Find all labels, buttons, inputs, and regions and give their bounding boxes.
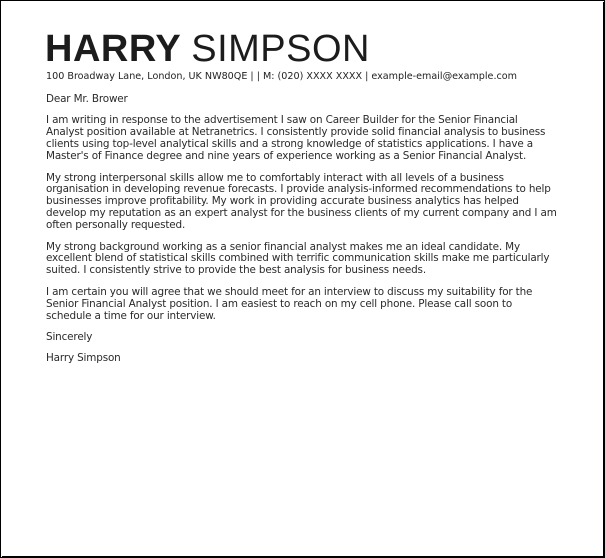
paragraph-2: My strong interpersonal skills allow me to comfortably interact with all levels of a business organisation in developing revenue forecasts. I provide analysis-informed recommendations to help businesses improve profitability. My work in providing accurate business analytics has helped develop my reputation as an expert analyst for the business clients of my current company and I am often personally requested. bbox=[46, 171, 557, 232]
letter-body bbox=[46, 94, 558, 365]
closing: Sincerely bbox=[46, 331, 93, 343]
signature: Harry Simpson bbox=[46, 352, 121, 365]
paragraph-3: My strong background working as a senior financial analyst makes me an ideal candidate. My excellent blend of statistical skills combined with terrific communication skills make me particularly suited. I consistently strive to provide the best analysis for business needs. bbox=[46, 240, 550, 277]
paragraph-1: I am writing in response to the advertisement I saw on Career Builder for the Senior Financial Analyst position available at Netranetrics. I consistently provide solid financial analysis to business clients using top-level analytical skills and a strong knowledge of statistics applications. I have a Master's of Finance degree and nine years of experience working as a Senior Financial Analyst. bbox=[46, 114, 546, 163]
salutation: Dear Mr. Brower bbox=[46, 93, 128, 105]
paragraph-4: I am certain you will agree that we should meet for an interview to discuss my suitability for the Senior Financial Analyst position. I am easiest to reach on my cell phone. Please call soon to schedule a time for our interview. bbox=[46, 285, 533, 322]
contact-line: 100 Broadway Lane, London, UK NW80QE | | M: (020) XXXX XXXX | example-email@example.com bbox=[46, 71, 518, 82]
last-name: SIMPSON bbox=[191, 28, 370, 70]
first-name: HARRY bbox=[45, 28, 182, 70]
applicant-name bbox=[45, 28, 370, 70]
